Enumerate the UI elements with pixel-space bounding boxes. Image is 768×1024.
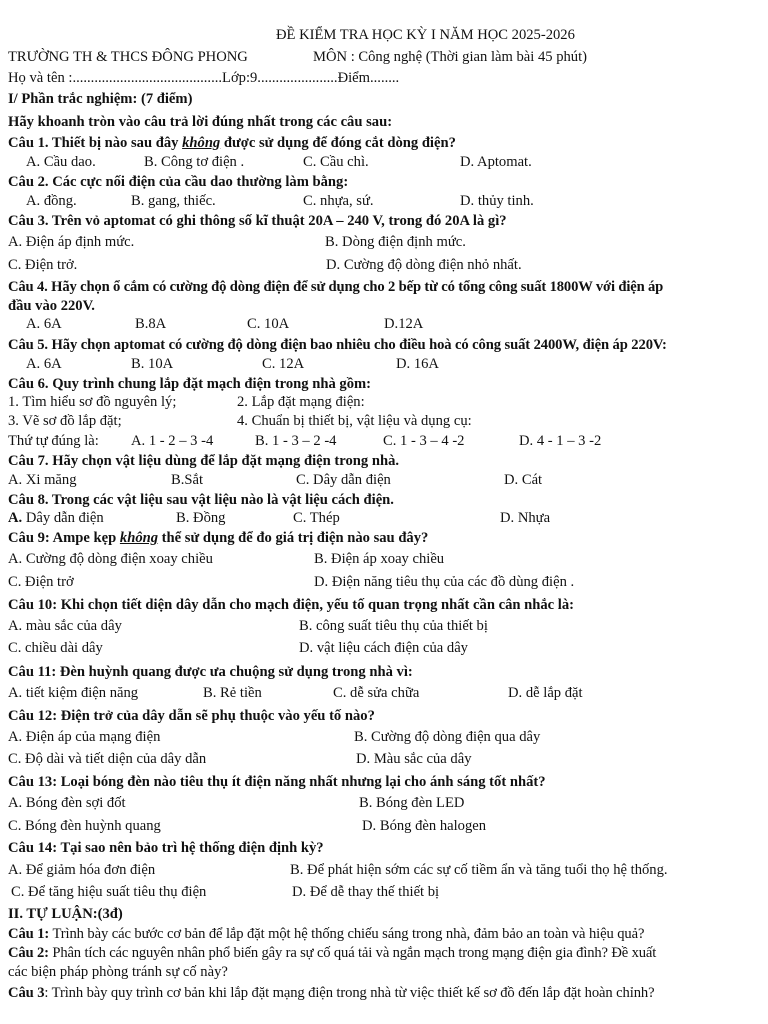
q6-lead: Câu 6 bbox=[8, 376, 45, 392]
school-name: TRƯỜNG TH & THCS ĐÔNG PHONG bbox=[8, 49, 248, 65]
q6-text: . Quy trình chung lắp đặt mạch điện trong nhà gồm: bbox=[44, 376, 372, 392]
q2-option-a[interactable]: A. đồng. bbox=[26, 193, 77, 209]
q3-option-a[interactable]: A. Điện áp định mức. bbox=[8, 234, 135, 250]
part1-heading: I/ Phần trắc nghiệm: (7 điểm) bbox=[8, 91, 193, 107]
q11-option-d[interactable]: D. dễ lắp đặt bbox=[508, 685, 583, 701]
q12-option-a[interactable]: A. Điện áp của mạng điện bbox=[8, 729, 161, 745]
q12-option-d[interactable]: D. Màu sắc của dây bbox=[356, 751, 472, 767]
q12-option-b[interactable]: B. Cường độ dòng điện qua dây bbox=[354, 729, 541, 745]
q8-option-a-letter: A. bbox=[8, 510, 23, 526]
q2-option-b[interactable]: B. gang, thiếc. bbox=[131, 193, 216, 209]
q6-option-d[interactable]: D. 4 - 1 – 3 -2 bbox=[519, 433, 602, 449]
essay-1-lead: Câu 1: bbox=[8, 926, 50, 942]
q4-option-d[interactable]: D.12A bbox=[384, 316, 424, 332]
q4-option-c[interactable]: C. 10A bbox=[247, 316, 290, 332]
q9-option-d[interactable]: D. Điện năng tiêu thụ của các đồ dùng điện . bbox=[314, 574, 575, 590]
q1-emphasis: không bbox=[182, 135, 221, 151]
question-8: Câu 8. Trong các vật liệu sau vật liệu nào là vật liệu cách điện. bbox=[8, 492, 394, 508]
part1-instruction: Hãy khoanh tròn vào câu trả lời đúng nhất trong các câu sau: bbox=[8, 114, 393, 130]
q1-text-pre: Câu 1. Thiết bị nào sau đây bbox=[8, 135, 183, 151]
q14-option-b[interactable]: B. Để phát hiện sớm các sự cố tiềm ẩn và tăng tuổi thọ hệ thống. bbox=[290, 862, 668, 878]
q14-option-c[interactable]: C. Để tăng hiệu suất tiêu thụ điện bbox=[11, 884, 207, 900]
question-7: Câu 7. Hãy chọn vật liệu dùng để lắp đặt mạng điện trong nhà. bbox=[8, 453, 400, 469]
essay-1-text: Trình bày các bước cơ bản để lắp đặt một hệ thống chiếu sáng trong nhà, đảm bảo an toàn và hiệu quả? bbox=[49, 926, 645, 942]
q2-option-c[interactable]: C. nhựa, sứ. bbox=[303, 193, 374, 209]
question-5 bbox=[8, 336, 667, 354]
q7-option-a[interactable]: A. Xi măng bbox=[8, 472, 77, 488]
q1-text-post: được sử dụng để đóng cắt dòng điện? bbox=[220, 135, 456, 151]
essay-2-lead: Câu 2: bbox=[8, 945, 49, 961]
q1-option-b[interactable]: B. Công tơ điện . bbox=[144, 154, 245, 170]
q5-option-d[interactable]: D. 16A bbox=[396, 356, 439, 372]
question-14: Câu 14: Tại sao nên bảo trì hệ thống điện định kỳ? bbox=[8, 840, 324, 856]
essay-3-text: : Trình bày quy trình cơ bản khi lắp đặt mạng điện trong nhà từ việc thiết kế sơ đồ đến lắp đặt hoàn chỉnh? bbox=[44, 985, 655, 1001]
q1-option-a[interactable]: A. Cầu dao. bbox=[26, 154, 96, 170]
q1-option-c[interactable]: C. Cầu chì. bbox=[303, 154, 369, 170]
q8-option-a-text: Dây dẫn điện bbox=[22, 510, 104, 526]
q5-option-a[interactable]: A. 6A bbox=[26, 356, 62, 372]
essay-question-2 bbox=[8, 944, 656, 962]
question-4-line2: đầu vào 220V. bbox=[8, 298, 95, 314]
q9-text-post: thể sử dụng để đo giá trị điện nào sau đây? bbox=[158, 530, 429, 546]
q13-option-c[interactable]: C. Bóng đèn huỳnh quang bbox=[8, 818, 161, 834]
question-3: Câu 3. Trên vỏ aptomat có ghi thông số kĩ thuật 20A – 240 V, trong đó 20A là gì? bbox=[8, 213, 507, 229]
question-2: Câu 2. Các cực nối điện của cầu dao thường làm bằng: bbox=[8, 174, 349, 190]
q9-text-pre: Câu 9: Ampe kẹp bbox=[8, 530, 120, 546]
q6-step-4: 4. Chuẩn bị thiết bị, vật liệu và dụng cụ: bbox=[237, 413, 472, 429]
part2-heading: II. TỰ LUẬN:(3đ) bbox=[8, 906, 123, 922]
question-6 bbox=[8, 375, 371, 393]
question-12: Câu 12: Điện trở của dây dẫn sẽ phụ thuộc vào yếu tố nào? bbox=[8, 708, 375, 724]
q9-option-a[interactable]: A. Cường độ dòng điện xoay chiều bbox=[8, 551, 213, 567]
q8-option-a[interactable] bbox=[8, 510, 104, 527]
essay-question-3 bbox=[8, 984, 654, 1002]
q6-order-label: Thứ tự đúng là: bbox=[8, 433, 99, 449]
q3-option-b[interactable]: B. Dòng điện định mức. bbox=[325, 234, 466, 250]
q6-option-b[interactable]: B. 1 - 3 – 2 -4 bbox=[255, 433, 337, 449]
q13-option-b[interactable]: B. Bóng đèn LED bbox=[359, 795, 465, 811]
q5-text: . Hãy chọn aptomat có cường độ dòng điện bao nhiêu cho điều hoà có công suất 2400W, điện áp 220V: bbox=[44, 337, 667, 353]
q14-option-a[interactable]: A. Để giảm hóa đơn điện bbox=[8, 862, 156, 878]
question-11: Câu 11: Đèn huỳnh quang được ưa chuộng sử dụng trong nhà vì: bbox=[8, 664, 413, 680]
q11-option-b[interactable]: B. Rẻ tiền bbox=[203, 685, 262, 701]
q6-step-1: 1. Tìm hiểu sơ đồ nguyên lý; bbox=[8, 394, 177, 410]
q10-option-b[interactable]: B. công suất tiêu thụ của thiết bị bbox=[299, 618, 488, 634]
question-1 bbox=[8, 134, 456, 152]
essay-2-text: Phân tích các nguyên nhân phổ biến gây ra sự cố quá tải và ngắn mạch trong mạng điện gia đình? Đề xuất bbox=[48, 945, 657, 961]
q7-option-c[interactable]: C. Dây dẫn điện bbox=[296, 472, 391, 488]
q10-option-d[interactable]: D. vật liệu cách điện của dây bbox=[299, 640, 468, 656]
q10-option-c[interactable]: C. chiều dài dây bbox=[8, 640, 103, 656]
q6-step-2: 2. Lắp đặt mạng điện: bbox=[237, 394, 365, 410]
subject-line: MÔN : Công nghệ (Thời gian làm bài 45 phút) bbox=[313, 49, 588, 65]
q5-option-c[interactable]: C. 12A bbox=[262, 356, 305, 372]
q7-option-d[interactable]: D. Cát bbox=[504, 472, 543, 488]
q13-option-d[interactable]: D. Bóng đèn halogen bbox=[362, 818, 487, 834]
q12-option-c[interactable]: C. Độ dài và tiết diện của dây dẫn bbox=[8, 751, 207, 767]
essay-3-lead: Câu 3 bbox=[8, 985, 45, 1001]
q9-emphasis: không bbox=[119, 530, 159, 546]
question-13: Câu 13: Loại bóng đèn nào tiêu thụ ít điện năng nhất nhưng lại cho ánh sáng tốt nhất? bbox=[8, 774, 546, 790]
q5-lead: Câu 5 bbox=[8, 337, 45, 353]
q9-option-c[interactable]: C. Điện trở bbox=[8, 574, 74, 590]
question-4-line1: Câu 4. Hãy chọn ổ cắm có cường độ dòng điện để sử dụng cho 2 bếp từ có tổng công suất 1800W với điện áp bbox=[8, 279, 664, 295]
q4-option-b[interactable]: B.8A bbox=[135, 316, 167, 332]
question-10: Câu 10: Khi chọn tiết diện dây dẫn cho mạch điện, yếu tố quan trọng nhất cần cân nhắc là: bbox=[8, 597, 574, 613]
essay-question-1 bbox=[8, 925, 644, 943]
q6-option-a[interactable]: A. 1 - 2 – 3 -4 bbox=[131, 433, 214, 449]
q10-option-a[interactable]: A. màu sắc của dây bbox=[8, 618, 122, 634]
q1-option-d[interactable]: D. Aptomat. bbox=[460, 154, 532, 170]
question-9 bbox=[8, 529, 428, 547]
q11-option-c[interactable]: C. dễ sửa chữa bbox=[333, 685, 420, 701]
essay-question-2-line2: các biện pháp phòng tránh sự cố này? bbox=[8, 964, 228, 980]
q3-option-c[interactable]: C. Điện trở. bbox=[8, 257, 78, 273]
q8-option-c[interactable]: C. Thép bbox=[293, 510, 340, 526]
q6-option-c[interactable]: C. 1 - 3 – 4 -2 bbox=[383, 433, 465, 449]
exam-title: ĐỀ KIỂM TRA HỌC KỲ I NĂM HỌC 2025-2026 bbox=[276, 27, 575, 43]
q5-option-b[interactable]: B. 10A bbox=[131, 356, 174, 372]
q14-option-d[interactable]: D. Để dễ thay thế thiết bị bbox=[292, 884, 440, 900]
q4-option-a[interactable]: A. 6A bbox=[26, 316, 62, 332]
q13-option-a[interactable]: A. Bóng đèn sợi đốt bbox=[8, 795, 126, 811]
q11-option-a[interactable]: A. tiết kiệm điện năng bbox=[8, 685, 139, 701]
q8-option-d[interactable]: D. Nhựa bbox=[500, 510, 551, 526]
student-info-line: Họ và tên :.........................................Lớp:9......................Điểm........ bbox=[8, 70, 400, 86]
q3-option-d[interactable]: D. Cường độ dòng điện nhỏ nhất. bbox=[326, 257, 522, 273]
q6-step-3: 3. Vẽ sơ đồ lắp đặt; bbox=[8, 413, 122, 429]
q9-option-b[interactable]: B. Điện áp xoay chiều bbox=[314, 551, 445, 567]
q2-option-d[interactable]: D. thủy tinh. bbox=[460, 193, 534, 209]
q8-option-b[interactable]: B. Đồng bbox=[176, 510, 226, 526]
q7-option-b[interactable]: B.Sắt bbox=[171, 472, 204, 488]
